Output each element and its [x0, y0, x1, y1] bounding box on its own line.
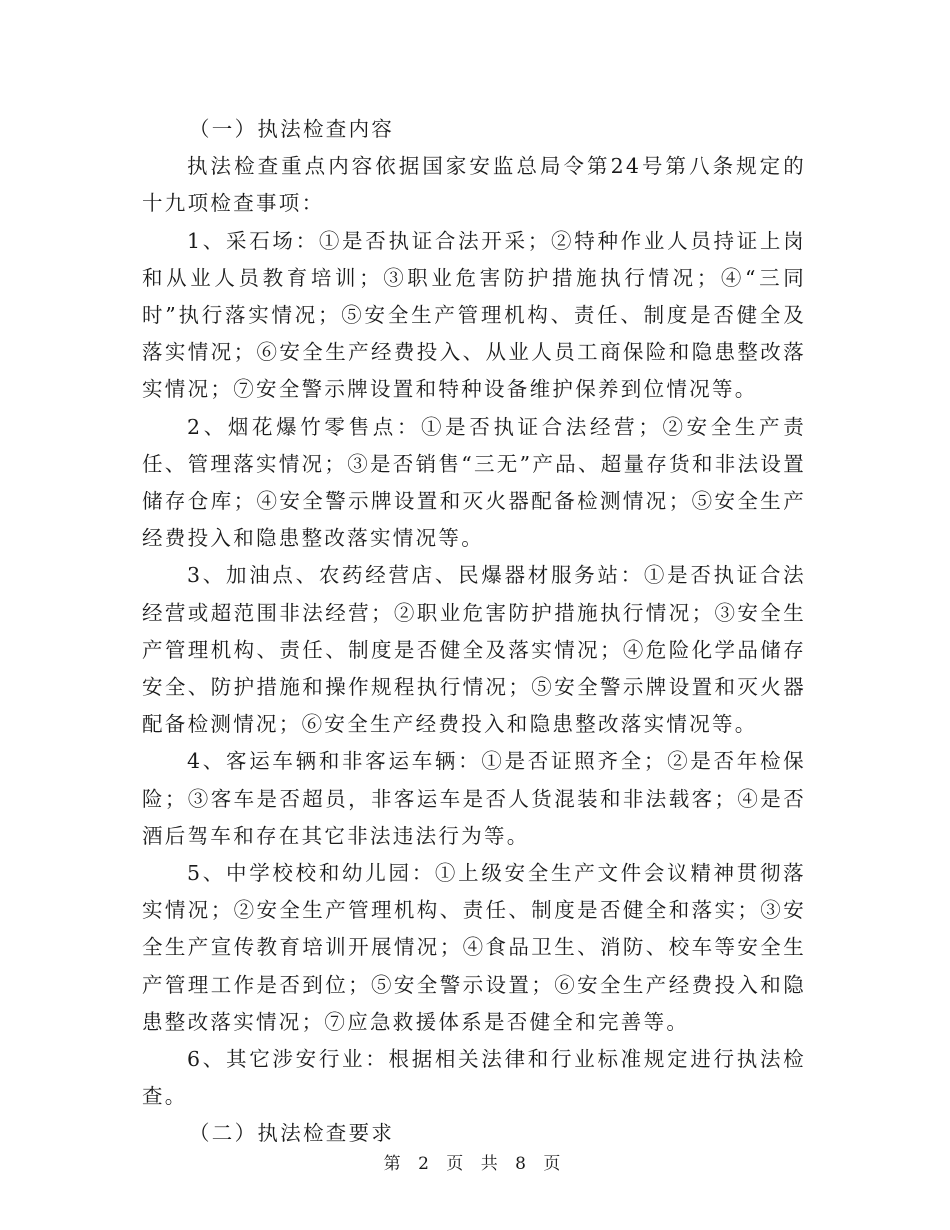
page-number-footer: 第 2 页 共 8 页 — [383, 1154, 567, 1174]
section-heading-2: （二）执法检查要求 — [189, 1121, 395, 1146]
item-paragraph-fireworks: 2、烟花爆竹零售点：①是否执证合法经营；②安全生产责任、管理落实情况；③是否销售“三无”产品、超量存货和非法设置储存仓库；④安全警示牌设置和灭火器配备检测情况；⑤安全生产经费投入和隐患整改落实情况等。 — [142, 414, 806, 551]
item-paragraph-other: 6、其它涉安行业：根据相关法律和行业标准规定进行执法检查。 — [142, 1047, 806, 1109]
section-heading-1: （一）执法检查内容 — [189, 117, 395, 141]
item-paragraph-gas-stations: 3、加油点、农药经营店、民爆器材服务站：①是否执证合法经营或超范围非法经营；②职业危害防护措施执行情况；③安全生产管理机构、责任、制度是否健全及落实情况；④危险化学品储存安全、防护措施和操作规程执行情况；⑤安全警示牌设置和灭火器配备检测情况；⑥安全生产经费投入和隐患整改落实情况等。 — [142, 563, 806, 737]
item-paragraph-vehicles: 4、客运车辆和非客运车辆：①是否证照齐全；②是否年检保险；③客车是否超员，非客运车是否人货混装和非法载客；④是否酒后驾车和存在其它非法违法行为等。 — [142, 749, 806, 848]
document-page — [142, 111, 806, 1153]
intro-paragraph: 执法检查重点内容依据国家安监总局令第24号第八条规定的十九项检查事项： — [142, 154, 806, 216]
item-paragraph-schools: 5、中学校校和幼儿园：①上级安全生产文件会议精神贯彻落实情况；②安全生产管理机构、责任、制度是否健全和落实；③安全生产宣传教育培训开展情况；④食品卫生、消防、校车等安全生产管理工作是否到位；⑤安全警示设置；⑥安全生产经费投入和隐患整改落实情况；⑦应急救援体系是否健全和完善等。 — [142, 861, 806, 1034]
item-paragraph-quarry: 1、采石场：①是否执证合法开采；②特种作业人员持证上岗和从业人员教育培训；③职业危害防护措施执行情况；④“三同时”执行落实情况；⑤安全生产管理机构、责任、制度是否健全及落实情况；⑥安全生产经费投入、从业人员工商保险和隐患整改落实情况；⑦安全警示牌设置和特种设备维护保养到位情况等。 — [142, 228, 806, 402]
